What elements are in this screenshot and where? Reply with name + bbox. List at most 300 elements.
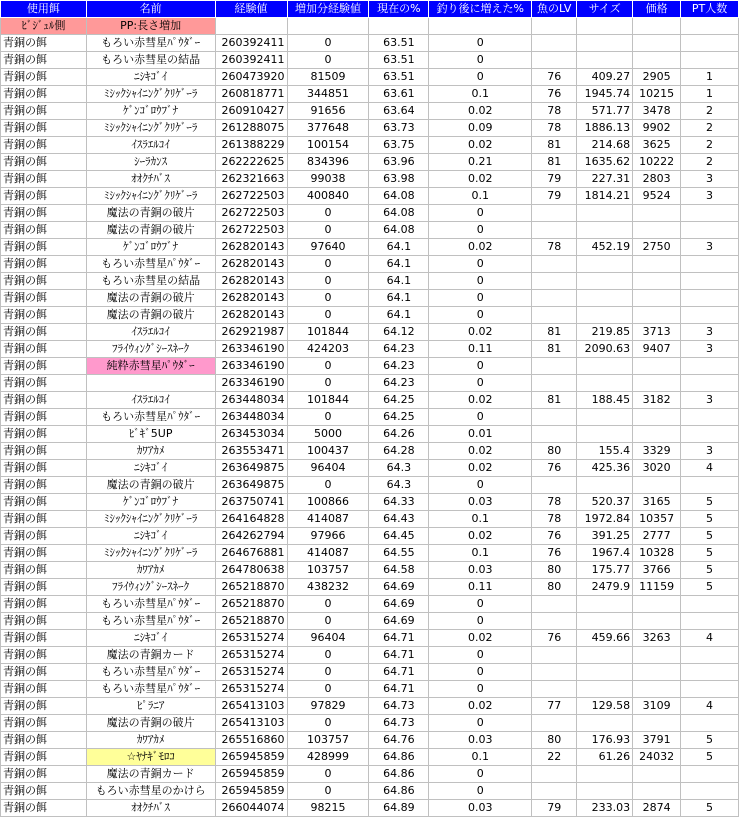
cell-exp[interactable]: 265218870 xyxy=(215,579,287,596)
cell-exp-gain[interactable]: 0 xyxy=(287,205,369,222)
cell-party-size[interactable]: 5 xyxy=(681,562,739,579)
cell-size[interactable]: 425.36 xyxy=(577,460,633,477)
cell-fish-level[interactable]: 76 xyxy=(532,86,577,103)
cell-bait[interactable]: 青銅の餌 xyxy=(1,290,87,307)
cell-fish-level[interactable]: 78 xyxy=(532,103,577,120)
cell-pct-gain[interactable]: 0.1 xyxy=(429,511,532,528)
cell-current-pct[interactable]: 63.51 xyxy=(369,35,429,52)
cell-current-pct[interactable]: 63.73 xyxy=(369,120,429,137)
cell-price[interactable] xyxy=(633,783,681,800)
cell-current-pct[interactable]: 64.3 xyxy=(369,460,429,477)
cell-name[interactable]: もろい赤彗星ﾊﾟｳﾀﾞｰ xyxy=(86,409,215,426)
cell-party-size[interactable]: 2 xyxy=(681,120,739,137)
cell-exp[interactable]: 265945859 xyxy=(215,749,287,766)
cell-pct-gain[interactable]: 0.11 xyxy=(429,341,532,358)
col-header-name[interactable]: 名前 xyxy=(86,1,215,18)
cell-fish-level[interactable] xyxy=(532,205,577,222)
cell-price[interactable] xyxy=(633,35,681,52)
cell-bait[interactable]: 青銅の餌 xyxy=(1,766,87,783)
cell-fish-level[interactable] xyxy=(532,307,577,324)
cell-fish-level[interactable]: 76 xyxy=(532,528,577,545)
cell-exp[interactable]: 263553471 xyxy=(215,443,287,460)
cell-current-pct[interactable]: 63.61 xyxy=(369,86,429,103)
cell-fish-level[interactable]: 76 xyxy=(532,69,577,86)
cell-size[interactable] xyxy=(577,307,633,324)
cell-exp-gain[interactable]: 0 xyxy=(287,681,369,698)
cell-party-size[interactable] xyxy=(681,273,739,290)
cell-bait[interactable]: 青銅の餌 xyxy=(1,494,87,511)
cell-exp[interactable]: 262222625 xyxy=(215,154,287,171)
cell-pct-gain[interactable]: 0.03 xyxy=(429,562,532,579)
cell-fish-level[interactable]: 80 xyxy=(532,579,577,596)
cell-pct-gain[interactable]: 0 xyxy=(429,409,532,426)
cell-name[interactable]: 魔法の青銅カード xyxy=(86,766,215,783)
cell-current-pct[interactable]: 63.64 xyxy=(369,103,429,120)
cell-price[interactable] xyxy=(633,222,681,239)
cell-pct-gain[interactable]: 0.1 xyxy=(429,188,532,205)
cell-size[interactable] xyxy=(577,18,633,35)
cell-name[interactable]: もろい赤彗星ﾊﾟｳﾀﾞｰ xyxy=(86,681,215,698)
cell-size[interactable]: 188.45 xyxy=(577,392,633,409)
col-header-fish-level[interactable]: 魚のLV xyxy=(532,1,577,18)
cell-current-pct[interactable]: 63.96 xyxy=(369,154,429,171)
cell-exp[interactable]: 265315274 xyxy=(215,647,287,664)
cell-exp-gain[interactable]: 0 xyxy=(287,35,369,52)
cell-current-pct[interactable]: 64.43 xyxy=(369,511,429,528)
col-header-price[interactable]: 価格 xyxy=(633,1,681,18)
cell-name[interactable]: ﾆｼｷｺﾞｲ xyxy=(86,630,215,647)
cell-name[interactable]: ﾋﾟﾗﾆｱ xyxy=(86,698,215,715)
cell-fish-level[interactable]: 78 xyxy=(532,511,577,528)
cell-size[interactable] xyxy=(577,664,633,681)
cell-exp[interactable]: 262722503 xyxy=(215,205,287,222)
cell-fish-level[interactable]: 79 xyxy=(532,171,577,188)
cell-price[interactable]: 10328 xyxy=(633,545,681,562)
cell-pct-gain[interactable]: 0.02 xyxy=(429,630,532,647)
col-header-size[interactable]: サイズ xyxy=(577,1,633,18)
cell-pct-gain[interactable]: 0.02 xyxy=(429,239,532,256)
cell-party-size[interactable] xyxy=(681,664,739,681)
cell-party-size[interactable]: 5 xyxy=(681,494,739,511)
cell-price[interactable]: 10222 xyxy=(633,154,681,171)
cell-bait[interactable]: 青銅の餌 xyxy=(1,749,87,766)
cell-price[interactable] xyxy=(633,477,681,494)
cell-name[interactable]: PP:長さ増加 xyxy=(86,18,215,35)
cell-size[interactable]: 2479.9 xyxy=(577,579,633,596)
cell-party-size[interactable]: 1 xyxy=(681,86,739,103)
cell-pct-gain[interactable]: 0.21 xyxy=(429,154,532,171)
cell-exp-gain[interactable]: 0 xyxy=(287,664,369,681)
cell-exp-gain[interactable]: 0 xyxy=(287,256,369,273)
cell-size[interactable]: 1635.62 xyxy=(577,154,633,171)
cell-exp[interactable]: 265315274 xyxy=(215,630,287,647)
cell-exp[interactable]: 262722503 xyxy=(215,222,287,239)
cell-price[interactable] xyxy=(633,307,681,324)
cell-price[interactable]: 3791 xyxy=(633,732,681,749)
cell-current-pct[interactable]: 64.1 xyxy=(369,273,429,290)
cell-party-size[interactable]: 2 xyxy=(681,137,739,154)
cell-fish-level[interactable]: 81 xyxy=(532,137,577,154)
cell-current-pct[interactable]: 64.23 xyxy=(369,358,429,375)
col-header-party-size[interactable]: PT人数 xyxy=(681,1,739,18)
cell-pct-gain[interactable]: 0 xyxy=(429,52,532,69)
cell-current-pct[interactable]: 64.55 xyxy=(369,545,429,562)
cell-bait[interactable]: 青銅の餌 xyxy=(1,103,87,120)
cell-bait[interactable]: 青銅の餌 xyxy=(1,35,87,52)
cell-current-pct[interactable]: 64.86 xyxy=(369,766,429,783)
cell-fish-level[interactable]: 80 xyxy=(532,443,577,460)
cell-price[interactable]: 3165 xyxy=(633,494,681,511)
cell-bait[interactable]: 青銅の餌 xyxy=(1,205,87,222)
cell-current-pct[interactable]: 64.28 xyxy=(369,443,429,460)
cell-pct-gain[interactable]: 0.02 xyxy=(429,460,532,477)
cell-current-pct[interactable]: 64.1 xyxy=(369,307,429,324)
cell-bait[interactable]: 青銅の餌 xyxy=(1,732,87,749)
cell-party-size[interactable] xyxy=(681,426,739,443)
cell-bait[interactable]: 青銅の餌 xyxy=(1,69,87,86)
cell-size[interactable] xyxy=(577,35,633,52)
cell-price[interactable]: 3713 xyxy=(633,324,681,341)
cell-current-pct[interactable]: 63.75 xyxy=(369,137,429,154)
cell-current-pct[interactable]: 64.69 xyxy=(369,613,429,630)
cell-size[interactable]: 155.4 xyxy=(577,443,633,460)
cell-fish-level[interactable] xyxy=(532,256,577,273)
cell-exp-gain[interactable]: 834396 xyxy=(287,154,369,171)
cell-price[interactable] xyxy=(633,613,681,630)
cell-pct-gain[interactable]: 0 xyxy=(429,205,532,222)
cell-name[interactable]: 純粋赤彗星ﾊﾟｳﾀﾞｰ xyxy=(86,358,215,375)
cell-exp-gain[interactable]: 103757 xyxy=(287,732,369,749)
cell-price[interactable]: 24032 xyxy=(633,749,681,766)
cell-current-pct[interactable]: 64.71 xyxy=(369,630,429,647)
cell-bait[interactable]: 青銅の餌 xyxy=(1,324,87,341)
cell-bait[interactable]: 青銅の餌 xyxy=(1,86,87,103)
cell-current-pct[interactable]: 64.1 xyxy=(369,256,429,273)
cell-size[interactable] xyxy=(577,613,633,630)
cell-exp[interactable]: 264676881 xyxy=(215,545,287,562)
cell-name[interactable]: 魔法の青銅の破片 xyxy=(86,205,215,222)
cell-party-size[interactable]: 3 xyxy=(681,188,739,205)
cell-size[interactable]: 409.27 xyxy=(577,69,633,86)
cell-bait[interactable]: 青銅の餌 xyxy=(1,358,87,375)
cell-bait[interactable]: 青銅の餌 xyxy=(1,120,87,137)
cell-current-pct[interactable]: 64.3 xyxy=(369,477,429,494)
cell-bait[interactable]: 青銅の餌 xyxy=(1,222,87,239)
cell-party-size[interactable]: 4 xyxy=(681,698,739,715)
cell-fish-level[interactable]: 80 xyxy=(532,732,577,749)
cell-fish-level[interactable]: 81 xyxy=(532,341,577,358)
cell-fish-level[interactable]: 22 xyxy=(532,749,577,766)
cell-price[interactable]: 3478 xyxy=(633,103,681,120)
cell-fish-level[interactable]: 78 xyxy=(532,120,577,137)
cell-current-pct[interactable]: 63.51 xyxy=(369,52,429,69)
cell-name[interactable]: ｶﾜｱｶﾒ xyxy=(86,562,215,579)
cell-current-pct[interactable]: 64.33 xyxy=(369,494,429,511)
cell-party-size[interactable]: 3 xyxy=(681,171,739,188)
cell-name[interactable]: ﾌﾗｲｳｨﾝｸﾞｼｰｽﾈｰｸ xyxy=(86,579,215,596)
cell-pct-gain[interactable]: 0.03 xyxy=(429,494,532,511)
cell-party-size[interactable]: 4 xyxy=(681,460,739,477)
cell-exp-gain[interactable]: 100154 xyxy=(287,137,369,154)
cell-party-size[interactable]: 5 xyxy=(681,528,739,545)
cell-name[interactable]: ｼｰﾗｶﾝｽ xyxy=(86,154,215,171)
cell-current-pct[interactable]: 64.25 xyxy=(369,409,429,426)
cell-price[interactable]: 10357 xyxy=(633,511,681,528)
cell-price[interactable] xyxy=(633,273,681,290)
cell-size[interactable]: 571.77 xyxy=(577,103,633,120)
cell-fish-level[interactable] xyxy=(532,375,577,392)
cell-pct-gain[interactable]: 0.02 xyxy=(429,103,532,120)
cell-fish-level[interactable] xyxy=(532,358,577,375)
cell-current-pct[interactable]: 64.71 xyxy=(369,681,429,698)
cell-fish-level[interactable]: 78 xyxy=(532,239,577,256)
cell-exp-gain[interactable]: 0 xyxy=(287,647,369,664)
cell-party-size[interactable] xyxy=(681,715,739,732)
cell-exp-gain[interactable]: 0 xyxy=(287,783,369,800)
cell-size[interactable]: 1945.74 xyxy=(577,86,633,103)
cell-bait[interactable]: 青銅の餌 xyxy=(1,52,87,69)
cell-exp[interactable]: 264262794 xyxy=(215,528,287,545)
cell-current-pct[interactable]: 64.76 xyxy=(369,732,429,749)
cell-exp[interactable]: 263453034 xyxy=(215,426,287,443)
cell-bait[interactable]: 青銅の餌 xyxy=(1,460,87,477)
cell-exp-gain[interactable]: 0 xyxy=(287,52,369,69)
cell-pct-gain[interactable]: 0 xyxy=(429,647,532,664)
cell-exp[interactable]: 262820143 xyxy=(215,256,287,273)
cell-bait[interactable]: ﾋﾞｼﾞｭﾙ側 xyxy=(1,18,87,35)
cell-current-pct[interactable]: 64.69 xyxy=(369,579,429,596)
cell-pct-gain[interactable]: 0 xyxy=(429,715,532,732)
cell-size[interactable]: 219.85 xyxy=(577,324,633,341)
cell-name[interactable]: ﾆｼｷｺﾞｲ xyxy=(86,528,215,545)
cell-price[interactable] xyxy=(633,681,681,698)
cell-name[interactable]: もろい赤彗星ﾊﾟｳﾀﾞｰ xyxy=(86,613,215,630)
cell-size[interactable] xyxy=(577,647,633,664)
cell-pct-gain[interactable]: 0.02 xyxy=(429,392,532,409)
cell-pct-gain[interactable]: 0.09 xyxy=(429,120,532,137)
cell-name[interactable]: 魔法の青銅の破片 xyxy=(86,222,215,239)
cell-party-size[interactable]: 3 xyxy=(681,392,739,409)
cell-size[interactable]: 176.93 xyxy=(577,732,633,749)
cell-name[interactable]: ☆ﾔﾅｷﾞﾓﾛｺ xyxy=(86,749,215,766)
cell-size[interactable] xyxy=(577,681,633,698)
cell-exp[interactable]: 265315274 xyxy=(215,664,287,681)
cell-exp-gain[interactable]: 0 xyxy=(287,358,369,375)
cell-current-pct[interactable]: 64.71 xyxy=(369,664,429,681)
cell-bait[interactable]: 青銅の餌 xyxy=(1,630,87,647)
cell-current-pct[interactable]: 64.86 xyxy=(369,749,429,766)
cell-bait[interactable]: 青銅の餌 xyxy=(1,545,87,562)
cell-name[interactable]: ﾆｼｷｺﾞｲ xyxy=(86,460,215,477)
cell-price[interactable] xyxy=(633,647,681,664)
cell-current-pct[interactable]: 64.89 xyxy=(369,800,429,817)
cell-party-size[interactable] xyxy=(681,477,739,494)
cell-pct-gain[interactable]: 0 xyxy=(429,307,532,324)
cell-size[interactable]: 175.77 xyxy=(577,562,633,579)
cell-exp[interactable]: 260910427 xyxy=(215,103,287,120)
cell-fish-level[interactable] xyxy=(532,681,577,698)
cell-exp-gain[interactable]: 81509 xyxy=(287,69,369,86)
cell-pct-gain[interactable]: 0.1 xyxy=(429,749,532,766)
cell-pct-gain[interactable]: 0 xyxy=(429,256,532,273)
cell-bait[interactable]: 青銅の餌 xyxy=(1,579,87,596)
cell-pct-gain[interactable]: 0 xyxy=(429,664,532,681)
cell-fish-level[interactable]: 78 xyxy=(532,494,577,511)
cell-current-pct[interactable]: 63.98 xyxy=(369,171,429,188)
cell-size[interactable]: 1886.13 xyxy=(577,120,633,137)
cell-price[interactable]: 2874 xyxy=(633,800,681,817)
cell-fish-level[interactable]: 81 xyxy=(532,392,577,409)
cell-bait[interactable]: 青銅の餌 xyxy=(1,426,87,443)
cell-price[interactable] xyxy=(633,596,681,613)
cell-exp-gain[interactable] xyxy=(287,18,369,35)
cell-price[interactable]: 9902 xyxy=(633,120,681,137)
cell-exp-gain[interactable]: 103757 xyxy=(287,562,369,579)
cell-exp-gain[interactable]: 97829 xyxy=(287,698,369,715)
cell-pct-gain[interactable]: 0.02 xyxy=(429,324,532,341)
cell-size[interactable]: 520.37 xyxy=(577,494,633,511)
cell-party-size[interactable] xyxy=(681,290,739,307)
cell-pct-gain[interactable]: 0 xyxy=(429,681,532,698)
cell-fish-level[interactable] xyxy=(532,596,577,613)
cell-exp-gain[interactable]: 0 xyxy=(287,375,369,392)
cell-size[interactable] xyxy=(577,375,633,392)
cell-size[interactable]: 61.26 xyxy=(577,749,633,766)
cell-fish-level[interactable]: 76 xyxy=(532,545,577,562)
cell-pct-gain[interactable]: 0 xyxy=(429,375,532,392)
col-header-pct-gain[interactable]: 釣り後に増えた% xyxy=(429,1,532,18)
cell-fish-level[interactable] xyxy=(532,409,577,426)
cell-exp[interactable]: 262820143 xyxy=(215,239,287,256)
col-header-exp-gain[interactable]: 増加分経験値 xyxy=(287,1,369,18)
cell-exp[interactable]: 262820143 xyxy=(215,273,287,290)
cell-exp[interactable]: 261388229 xyxy=(215,137,287,154)
cell-bait[interactable]: 青銅の餌 xyxy=(1,409,87,426)
cell-party-size[interactable] xyxy=(681,766,739,783)
cell-exp[interactable]: 263346190 xyxy=(215,358,287,375)
cell-price[interactable]: 2750 xyxy=(633,239,681,256)
cell-exp[interactable]: 262820143 xyxy=(215,307,287,324)
cell-exp-gain[interactable]: 5000 xyxy=(287,426,369,443)
cell-fish-level[interactable] xyxy=(532,647,577,664)
cell-pct-gain[interactable]: 0.1 xyxy=(429,86,532,103)
cell-exp[interactable] xyxy=(215,18,287,35)
cell-exp[interactable]: 263649875 xyxy=(215,477,287,494)
cell-bait[interactable]: 青銅の餌 xyxy=(1,681,87,698)
cell-size[interactable] xyxy=(577,256,633,273)
cell-exp-gain[interactable]: 0 xyxy=(287,766,369,783)
cell-bait[interactable]: 青銅の餌 xyxy=(1,477,87,494)
cell-name[interactable]: ｹﾞﾝｺﾞﾛｳﾌﾞﾅ xyxy=(86,103,215,120)
cell-pct-gain[interactable]: 0 xyxy=(429,596,532,613)
cell-pct-gain[interactable]: 0 xyxy=(429,222,532,239)
cell-name[interactable]: 魔法の青銅カード xyxy=(86,647,215,664)
cell-fish-level[interactable] xyxy=(532,222,577,239)
cell-exp-gain[interactable]: 0 xyxy=(287,477,369,494)
cell-fish-level[interactable] xyxy=(532,715,577,732)
cell-exp[interactable]: 264780638 xyxy=(215,562,287,579)
cell-price[interactable]: 10215 xyxy=(633,86,681,103)
cell-exp[interactable]: 262921987 xyxy=(215,324,287,341)
cell-size[interactable]: 2090.63 xyxy=(577,341,633,358)
cell-exp-gain[interactable]: 0 xyxy=(287,409,369,426)
cell-exp[interactable]: 263750741 xyxy=(215,494,287,511)
cell-price[interactable]: 2803 xyxy=(633,171,681,188)
cell-fish-level[interactable]: 79 xyxy=(532,800,577,817)
cell-pct-gain[interactable]: 0.03 xyxy=(429,732,532,749)
cell-current-pct[interactable]: 64.23 xyxy=(369,341,429,358)
cell-price[interactable]: 2777 xyxy=(633,528,681,545)
cell-size[interactable] xyxy=(577,477,633,494)
cell-name[interactable]: 魔法の青銅の破片 xyxy=(86,715,215,732)
cell-name[interactable]: ﾌﾗｲｳｨﾝｸﾞｼｰｽﾈｰｸ xyxy=(86,341,215,358)
col-header-current-pct[interactable]: 現在の% xyxy=(369,1,429,18)
cell-name[interactable]: もろい赤彗星の結晶 xyxy=(86,52,215,69)
cell-exp-gain[interactable]: 98215 xyxy=(287,800,369,817)
cell-exp-gain[interactable]: 424203 xyxy=(287,341,369,358)
cell-fish-level[interactable]: 80 xyxy=(532,562,577,579)
cell-fish-level[interactable] xyxy=(532,35,577,52)
cell-exp-gain[interactable]: 428999 xyxy=(287,749,369,766)
cell-size[interactable]: 452.19 xyxy=(577,239,633,256)
cell-current-pct[interactable]: 64.69 xyxy=(369,596,429,613)
cell-name[interactable]: ｹﾞﾝｺﾞﾛｳﾌﾞﾅ xyxy=(86,494,215,511)
cell-fish-level[interactable]: 79 xyxy=(532,188,577,205)
cell-exp[interactable]: 265413103 xyxy=(215,715,287,732)
cell-exp[interactable]: 265516860 xyxy=(215,732,287,749)
cell-bait[interactable]: 青銅の餌 xyxy=(1,375,87,392)
cell-exp[interactable]: 260818771 xyxy=(215,86,287,103)
cell-pct-gain[interactable]: 0.02 xyxy=(429,171,532,188)
cell-party-size[interactable] xyxy=(681,647,739,664)
cell-size[interactable]: 1967.4 xyxy=(577,545,633,562)
cell-fish-level[interactable]: 76 xyxy=(532,630,577,647)
cell-name[interactable]: もろい赤彗星の結晶 xyxy=(86,273,215,290)
cell-price[interactable]: 3020 xyxy=(633,460,681,477)
cell-size[interactable]: 227.31 xyxy=(577,171,633,188)
cell-pct-gain[interactable]: 0.01 xyxy=(429,426,532,443)
cell-exp[interactable]: 263448034 xyxy=(215,392,287,409)
cell-size[interactable]: 1814.21 xyxy=(577,188,633,205)
cell-current-pct[interactable]: 64.08 xyxy=(369,222,429,239)
cell-size[interactable]: 129.58 xyxy=(577,698,633,715)
cell-size[interactable] xyxy=(577,205,633,222)
cell-name[interactable]: ﾐｼｯｸｼｬｲﾆﾝｸﾞｸﾘｹﾞｰﾗ xyxy=(86,511,215,528)
cell-exp-gain[interactable]: 400840 xyxy=(287,188,369,205)
cell-exp-gain[interactable]: 96404 xyxy=(287,630,369,647)
cell-price[interactable]: 3109 xyxy=(633,698,681,715)
cell-party-size[interactable]: 4 xyxy=(681,630,739,647)
cell-pct-gain[interactable]: 0 xyxy=(429,69,532,86)
cell-exp[interactable]: 264164828 xyxy=(215,511,287,528)
cell-bait[interactable]: 青銅の餌 xyxy=(1,443,87,460)
cell-fish-level[interactable] xyxy=(532,290,577,307)
cell-name[interactable]: ｲｽﾗｴﾙｺｲ xyxy=(86,324,215,341)
cell-fish-level[interactable]: 77 xyxy=(532,698,577,715)
cell-name[interactable]: ｹﾞﾝｺﾞﾛｳﾌﾞﾅ xyxy=(86,239,215,256)
cell-price[interactable]: 3625 xyxy=(633,137,681,154)
cell-price[interactable] xyxy=(633,205,681,222)
cell-current-pct[interactable]: 64.45 xyxy=(369,528,429,545)
cell-fish-level[interactable] xyxy=(532,273,577,290)
cell-party-size[interactable]: 2 xyxy=(681,103,739,120)
cell-party-size[interactable] xyxy=(681,18,739,35)
cell-size[interactable] xyxy=(577,766,633,783)
cell-exp[interactable]: 262722503 xyxy=(215,188,287,205)
cell-pct-gain[interactable]: 0 xyxy=(429,783,532,800)
cell-party-size[interactable] xyxy=(681,613,739,630)
cell-size[interactable]: 233.03 xyxy=(577,800,633,817)
